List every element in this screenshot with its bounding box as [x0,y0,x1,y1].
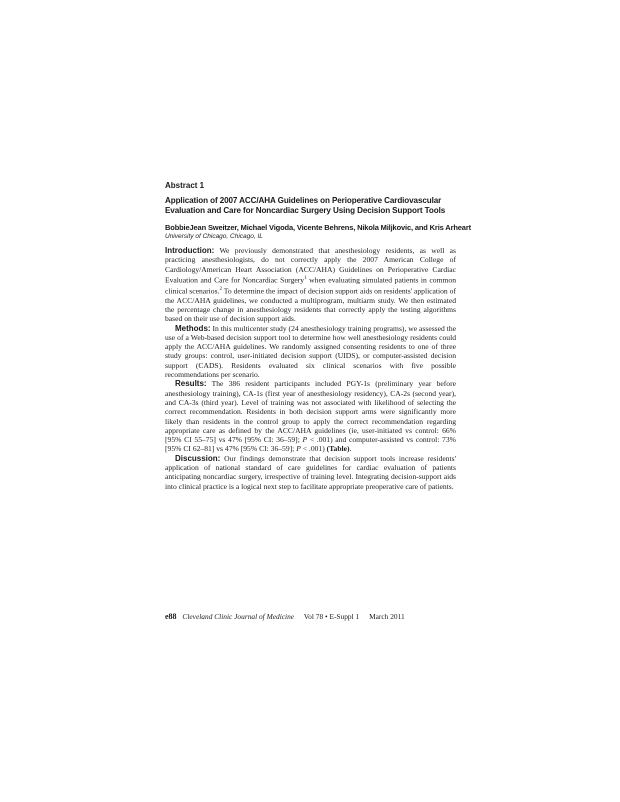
p-value-2: P [296,444,301,454]
results-text: The 386 resident participants included PGY-1s (preliminary year before anesthesiology training), CA-1s (first year of anesthesiology residency), CA-2s (second year), and CA-3s (third year). Level of training was not associated with likelihood of selecting the correct recommendation. Residents in both decision support arms were significantly more likely than residents in the control group to apply the correct recommendation regarding appropriate care as defined by the ACC/AHA guidelines (ie, user-initiated vs control: 66% [95% CI 55–75] vs 47% [95% CI: 36–59]; [165,379,456,445]
results-paragraph [165,379,456,453]
introduction-heading: Introduction: [165,246,215,256]
reference-1: 1 [304,275,307,281]
discussion-heading: Discussion: [175,453,221,463]
affiliation: University of Chicago, Chicago, IL [165,233,263,241]
abstract-block [165,181,471,491]
methods-text: In this multicenter study (24 anesthesiology training programs), we assessed the use of a Web-based decision support tool to determine how well anesthesiology residents could apply the ACC/AHA guidelines. We randomly assigned consenting residents to one of three study groups: control, user-initiated decision support (UIDS), or computer-assisted decision support (CADS). Residents evaluated six clinical scenarios with five possible recommendations per scenario. [165,323,456,380]
page-number: e88 [165,612,177,621]
methods-heading: Methods: [175,323,211,333]
p-value-1: P [302,435,308,445]
issue-date: March 2011 [369,612,405,621]
page-footer [165,612,465,622]
table-reference: (Table) [326,444,350,454]
journal-name: Cleveland Clinic Journal of Medicine [182,612,295,621]
introduction-text-2: when evaluating simulated patients in common clinical scenarios. [165,275,456,296]
discussion-text: Our findings demonstrate that decision support tools increase residents' application of national standard of care guidelines for cardiac evaluation of patients anticipating noncardiac surgery, irrespective of training level. Integrating decision-support aids into clinical practice is a logical next step to facilitate appropriate preoperative care of patients. [165,453,456,491]
introduction-text-3: To determine the impact of decision support aids on residents' application of the ACC/AHA guidelines, we conducted a multiprogram, multiarm study. We then estimated the percentage change in anesthesiology residents that correctly apply the testing algorithms based on their use of decision support aids. [165,286,457,324]
results-text-2: < .001) and computer-assisted vs control: 73% [95% CI 62–81] vs 47% [95% CI: 36–59]; [165,435,456,454]
author-list: BobbieJean Sweitzer, Michael Vigoda, Vicente Behrens, Nikola Miljkovic, and Kris Arheart [165,222,471,232]
reference-2: 2 [219,286,222,292]
introduction-text: We previously demonstrated that anesthesiology residents, as well as practicing anesthesiologists, do not correctly apply the 2007 American College of Cardiology/American Heart Association (ACC/AHA) Guidelines on Perioperative Cardiac Evaluation and Care for Noncardiac Surgery [165,246,456,285]
abstract-label: Abstract 1 [165,181,205,190]
results-text-3: < .001) [300,444,327,454]
discussion-paragraph [165,454,456,491]
abstract-title: Application of 2007 ACC/AHA Guidelines on Perioperative Cardiovascular Evaluation and Care for Noncardiac Surgery Using Decision Support Tools [165,196,446,216]
results-text-4: . [349,444,352,454]
methods-paragraph [165,324,456,380]
introduction-paragraph [165,246,456,323]
volume-info: Vol 78 • E-Suppl 1 [303,612,360,621]
results-heading: Results: [175,379,207,389]
